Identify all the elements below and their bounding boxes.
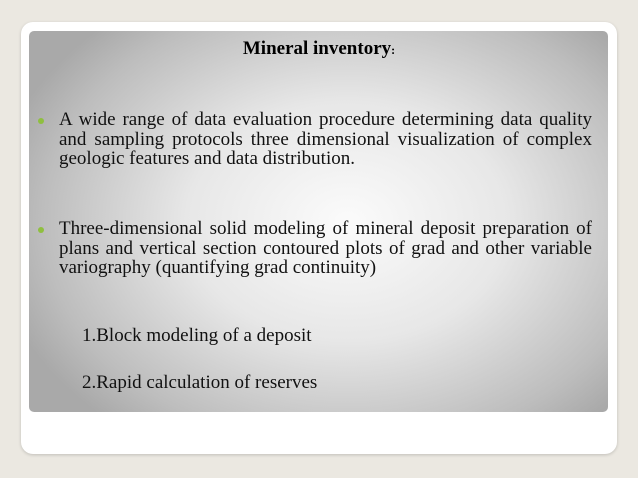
bullet-item bbox=[38, 219, 592, 278]
slide-title-text: Mineral inventory bbox=[242, 38, 392, 59]
bullet-dot-icon bbox=[38, 227, 44, 233]
bullet-item bbox=[38, 110, 592, 169]
bullet-dot-icon bbox=[38, 118, 44, 124]
bullet-text: Three-dimensional solid modeling of mineral deposit preparation of plans and vertical section contoured plots of grad and other variable variography (quantifying grad continuity) bbox=[59, 218, 592, 278]
numbered-item: 2.Rapid calculation of reserves bbox=[82, 372, 318, 393]
slide-title-colon: : bbox=[391, 43, 396, 57]
numbered-item: 1.Block modeling of a deposit bbox=[82, 325, 312, 346]
bullet-text: A wide range of data evaluation procedure determining data quality and sampling protocols three dimensional visualization of complex geologic features and data distribution. bbox=[59, 109, 592, 169]
slide-title bbox=[0, 38, 638, 60]
